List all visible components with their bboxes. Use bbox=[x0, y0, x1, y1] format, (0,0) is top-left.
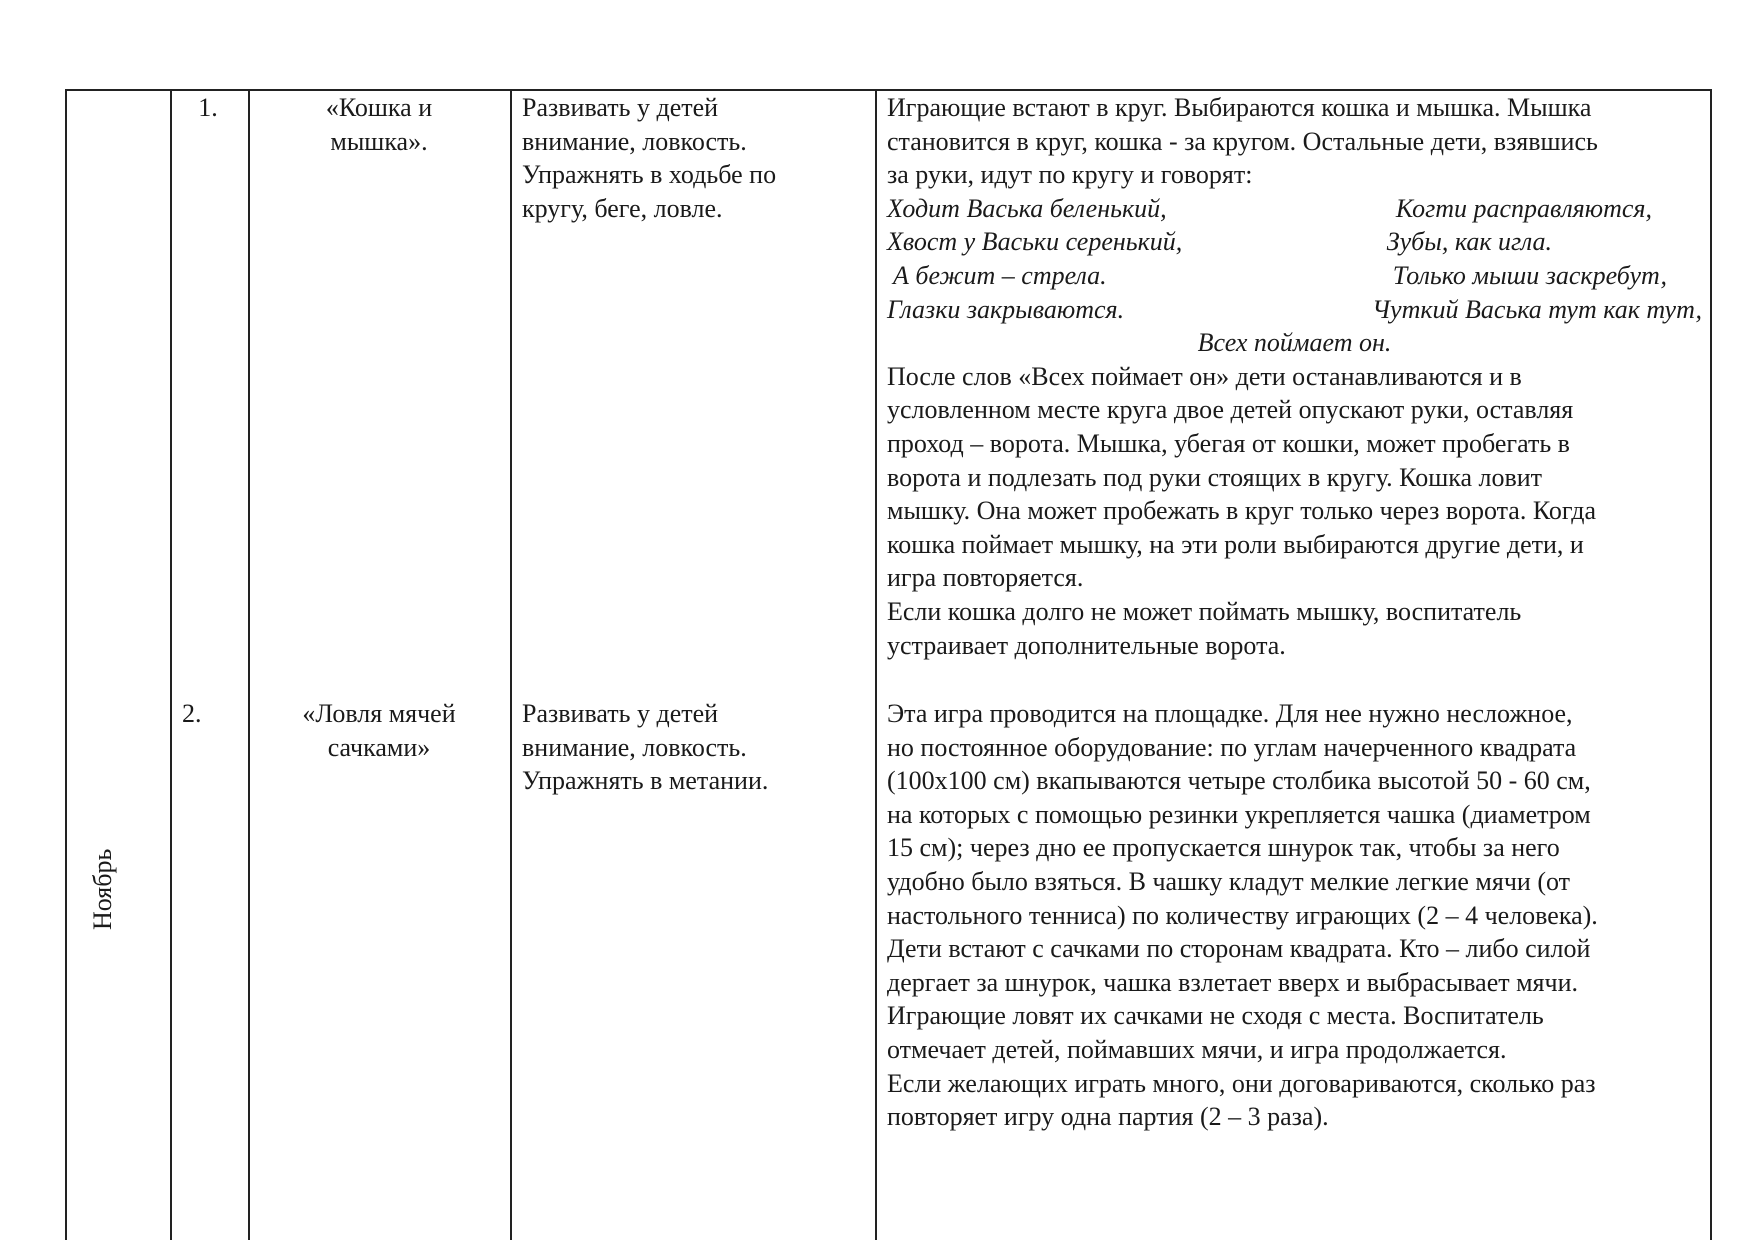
table-left-border bbox=[65, 89, 67, 1240]
column-divider bbox=[510, 89, 512, 1240]
game-goal: Развивать у детей внимание, ловкость. Упражнять в ходьбе по кругу, беге, ловле. bbox=[522, 93, 777, 223]
intro-line: за руки, идут по кругу и говорят: bbox=[887, 160, 1253, 190]
column-divider bbox=[875, 89, 877, 1240]
table-right-border bbox=[1710, 89, 1712, 1240]
column-divider bbox=[170, 89, 172, 1240]
game-number: 2. bbox=[182, 699, 202, 728]
poem: Ходит Васька беленький, Когти расправляются, Хвост у Васьки серенький, Зубы, как игла. А бежит – стрела. Только мыши заскребут, Глазки закрываются. Чуткий Васька тут как тут, bbox=[887, 193, 1702, 324]
game-goal: Развивать у детей внимание, ловкость. Упражнять в метании. bbox=[522, 699, 769, 796]
game-name: «Ловля мячей сачками» bbox=[302, 699, 456, 762]
column-divider bbox=[248, 89, 250, 1240]
month-label: Ноябрь bbox=[88, 848, 117, 930]
game-description: Играющие встают в круг. Выбираются кошка и мышка. Мышка становится в круг, кошка - за кругом. Остальные дети, взявшись за руки, идут по кругу и говорят: Ходит Васька беленький, Когти расправляются, Хвост у Васьки серенький, Зубы, как игла. А бежит – стрела. Только мыши заскребут, Глазки закрываются. Чуткий Васька тут как тут, Всех поймает он. После слов «Всех поймает он» дети останавливаются и в условленном месте круга двое детей опускают руки, оставляя проход – ворота. Мышка, убегая от кошки, может пробегать в ворота и подлезать под руки стоящих в кругу. Кошка ловит мышку. Она может пробежать в круг только через ворота. Когда кошка поймает мышку, на эти роли выбираются другие дети, и игра повторяется. Если кошка долго не может поймать мышку, воспитатель устраивает дополнительные ворота. bbox=[887, 93, 1702, 660]
game-description: Эта игра проводится на площадке. Для нее нужно несложное, но постоянное оборудование: по углам начерченного квадрата (100х100 см) вкапываются четыре столбика высотой 50 - 60 см, на которых с помощью резинки укрепляется чашка (диаметром 15 см); через дно ее пропускается шнурок так, чтобы за него удобно было взяться. В чашку кладут мелкие легкие мячи (от настольного тенниса) по количеству играющих (2 – 4 человека). Дети встают с сачками по сторонам квадрата. Кто – либо силой дергает за шнурок, чашка взлетает вверх и выбрасывает мячи. Играющие ловят их сачками не сходя с места. Воспитатель отмечает детей, поймавших мячи, и игра продолжается. Если желающих играть много, они договариваются, сколько раз повторяет игру одна партия (2 – 3 раза). bbox=[887, 699, 1598, 1132]
intro-line: Играющие встают в круг. Выбираются кошка и мышка. Мышка bbox=[887, 93, 1592, 122]
game-number: 1. bbox=[198, 93, 218, 122]
intro-line: становится в круг, кошка - за кругом. Остальные дети, взявшись bbox=[887, 126, 1598, 156]
game-name: «Кошка и мышка». bbox=[325, 93, 433, 156]
poem-last-line: Всех поймает он. bbox=[1197, 328, 1392, 358]
